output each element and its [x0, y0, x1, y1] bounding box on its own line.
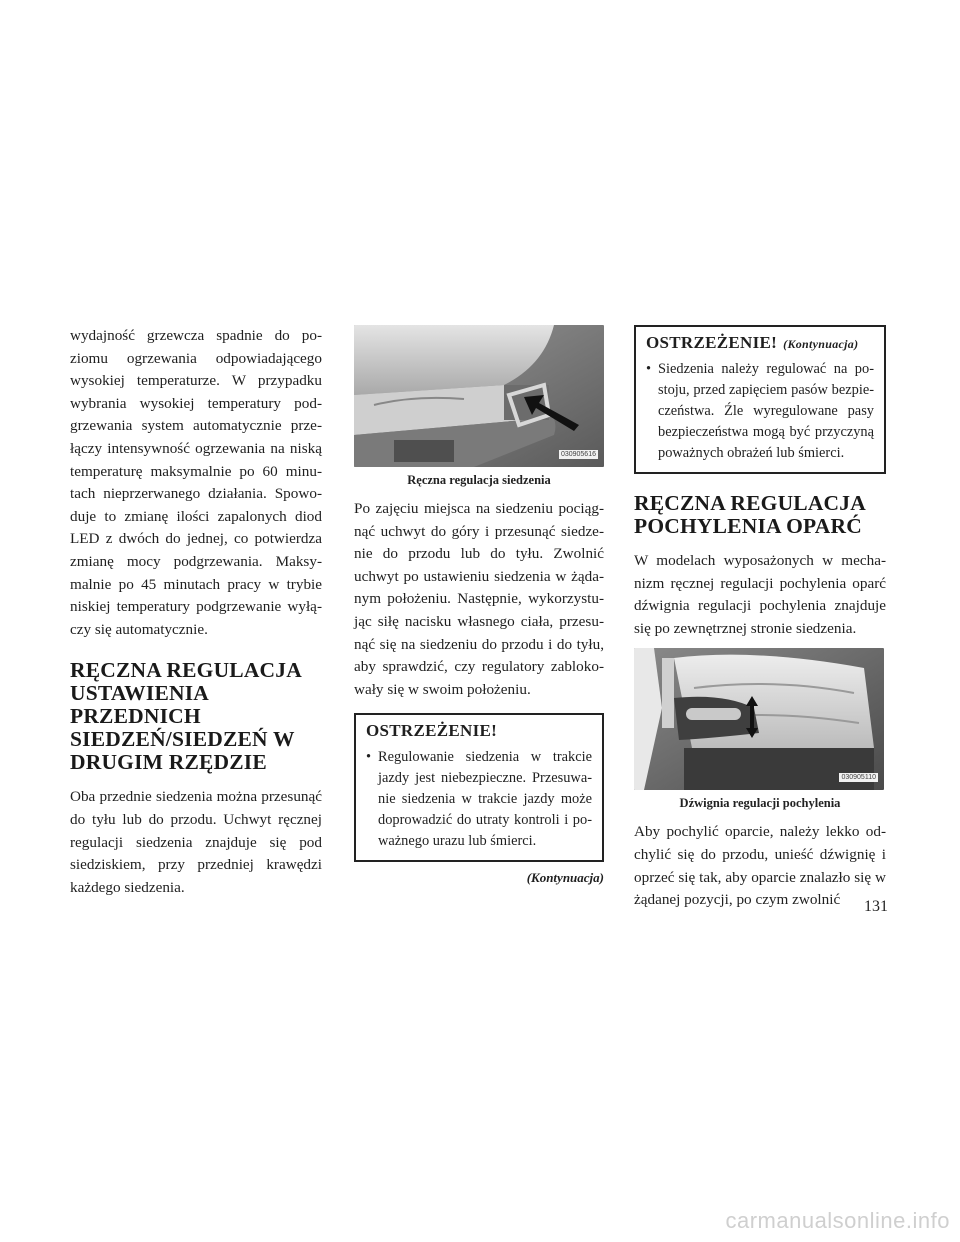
- warning-item: • Siedzenia należy regulować na postoju, przed zapięciem pasów bezpieczeństwa. Źle wyregulowane pasy bezpieczeństwa mogą być przyczyną poważnych obrażeń lub śmierci.: [646, 361, 874, 461]
- warning-item: • Regulowanie siedzenia w trakcie jazdy jest niebezpieczne. Przesuwanie siedzenia w trakcie jazdy może doprowadzić do utraty kontroli i poważnego urazu lub śmierci.: [366, 749, 592, 850]
- photo-caption: Dźwignia regulacji pochylenia: [679, 796, 841, 811]
- paragraph-heating-power: wydajność grzewcza spadnie do poziomu ogrzewania odpowiadającego wysokiej temperaturze. W przypadku wybrania wysokiej temperatury podgrzewania system automatycznie przełączy intensywność ogrzewania na niską temperaturę maksymalnie po 60 minutach nieprzerwanego działania. Spowoduje to zmianę ilości zapalonych diod LED z dwóch do jednej, co potwierdza zmianę mocy podgrzewania. Maksymalnie po 45 minutach pracy w trybie niskiej temperatury podgrzewanie wyłączy się automatycznie.: [70, 327, 322, 638]
- column-left: [70, 325, 322, 899]
- warning-box: [354, 713, 604, 862]
- paragraph-recline-lever-location: W modelach wyposażonych w mechanizm ręcznej regulacji pochylenia oparć dźwignia regulacji pochylenia znajduje się po zewnętrznej stronie siedzenia.: [634, 552, 886, 637]
- bullet-icon: •: [646, 361, 652, 377]
- heading-manual-recline: RĘCZNA REGULACJA POCHYLENIA OPARĆ: [634, 491, 865, 538]
- seat-adjustment-photo: [354, 325, 604, 467]
- paragraph-front-seats-move: Oba przednie siedzenia można przesunąć do tyłu lub do przodu. Uchwyt ręcznej regulacji siedzenia znajduje się pod siedziskiem, przy przedniej krawędzi każdego siedzenia.: [70, 788, 322, 896]
- warning-box-continued: [634, 325, 886, 474]
- heading-manual-front-seat-adjustment: RĘCZNA REGULACJA USTAWIENIA PRZEDNICH SIEDZEŃ/SIEDZEŃ W DRUGIM RZĘDZIE: [70, 658, 301, 775]
- bullet-icon: •: [366, 749, 372, 766]
- photo-reference-code: 030905110: [841, 774, 876, 782]
- warning-title: OSTRZEŻENIE!: [366, 721, 498, 741]
- page-number: 131: [864, 898, 888, 915]
- recline-lever-photo: [634, 648, 884, 790]
- photo-reference-code: 030905616: [560, 451, 596, 458]
- paragraph-seat-adjust-procedure: Po zajęciu miejsca na siedzeniu pociągnąć uchwyt do góry i przesunąć siedzenie do przodu lub do tyłu. Zwolnić uchwyt po ustawieniu siedzenia w żądanym położeniu. Następnie, wykorzystując siłę nacisku własnego ciała, przesunąć się na siedzeniu do przodu i do tyłu, aby sprawdzić, czy regulatory zablokowały się w swoim położeniu.: [354, 500, 604, 698]
- watermark: carmanualsonline.info: [725, 1208, 950, 1233]
- continued-note: (Kontynuacja): [526, 870, 604, 886]
- paragraph-recline-procedure: Aby pochylić oparcie, należy lekko odchylić się do przodu, unieść dźwignię i oprzeć się tak, aby oparcie znalazło się w żądanej pozycji, po czym zwolnić: [634, 823, 886, 909]
- column-right: [634, 325, 886, 912]
- warning-title: OSTRZEŻENIE! (Kontynuacja): [646, 333, 859, 352]
- column-middle: [354, 325, 604, 886]
- warning-continued-label: (Kontynuacja): [783, 337, 859, 351]
- photo-caption: Ręczna regulacja siedzenia: [407, 473, 551, 487]
